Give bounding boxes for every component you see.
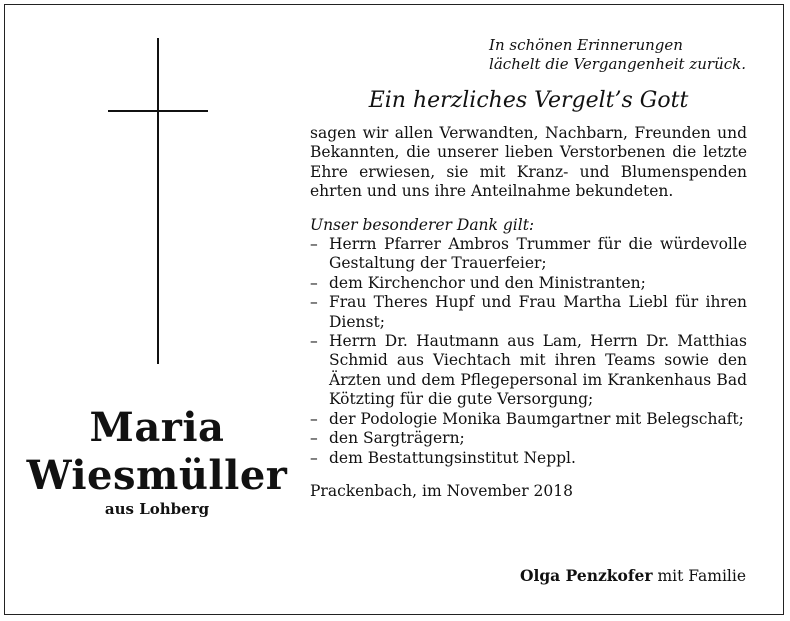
motto	[489, 36, 746, 74]
signature	[520, 566, 746, 585]
list-item: – dem Bestattungsinstitut Neppl.	[310, 449, 747, 468]
list-item: – dem Kirchenchor und den Ministranten;	[310, 274, 747, 293]
cross-icon	[157, 38, 159, 364]
deceased-first-name: Maria	[89, 404, 225, 451]
list-item: – den Sargträgern;	[310, 429, 747, 448]
signature-name: Olga Penzkofer	[519, 566, 653, 585]
thanks-title: Ein herzliches Vergelt’s Gott	[368, 88, 689, 113]
list-item: – Herrn Pfarrer Ambros Trummer für die würdevolle Gestaltung der Trauerfeier;	[310, 235, 747, 274]
list-item: – der Podologie Monika Baumgartner mit Belegschaft;	[310, 410, 747, 429]
notice-body	[310, 124, 747, 501]
intro-paragraph	[310, 124, 747, 202]
motto-line: In schönen Erinnerungen	[489, 36, 683, 54]
motto-line: lächelt die Vergangenheit zurück.	[489, 55, 746, 73]
special-thanks-heading: Unser besonderer Dank gilt:	[310, 215, 535, 234]
list-item: – Herrn Dr. Hautmann aus Lam, Herrn Dr. Matthias Schmid aus Viechtach mit ihren Teams sowie den Ärzten und dem Pflegepersonal im Krankenhaus Bad Kötzting für die gute Versorgung;	[310, 332, 747, 410]
signature-suffix: mit Familie	[652, 567, 746, 585]
deceased-origin: aus Lohberg	[104, 500, 210, 518]
deceased-last-name: Wiesmüller	[26, 452, 288, 499]
cross-icon-bar	[108, 110, 208, 112]
list-item: – Frau Theres Hupf und Frau Martha Liebl für ihren Dienst;	[310, 293, 747, 332]
thanks-list	[310, 235, 747, 468]
place-date: Prackenbach, im November 2018	[310, 481, 573, 500]
intro-text: sagen wir allen Verwandten, Nachbarn, Freunden und Bekannten, die unserer lieben Verstorbenen die letzte Ehre erwiesen, sie mit Kranz- und Blumenspenden ehrten und uns ihre Anteilnahme bekundeten.	[310, 124, 747, 201]
